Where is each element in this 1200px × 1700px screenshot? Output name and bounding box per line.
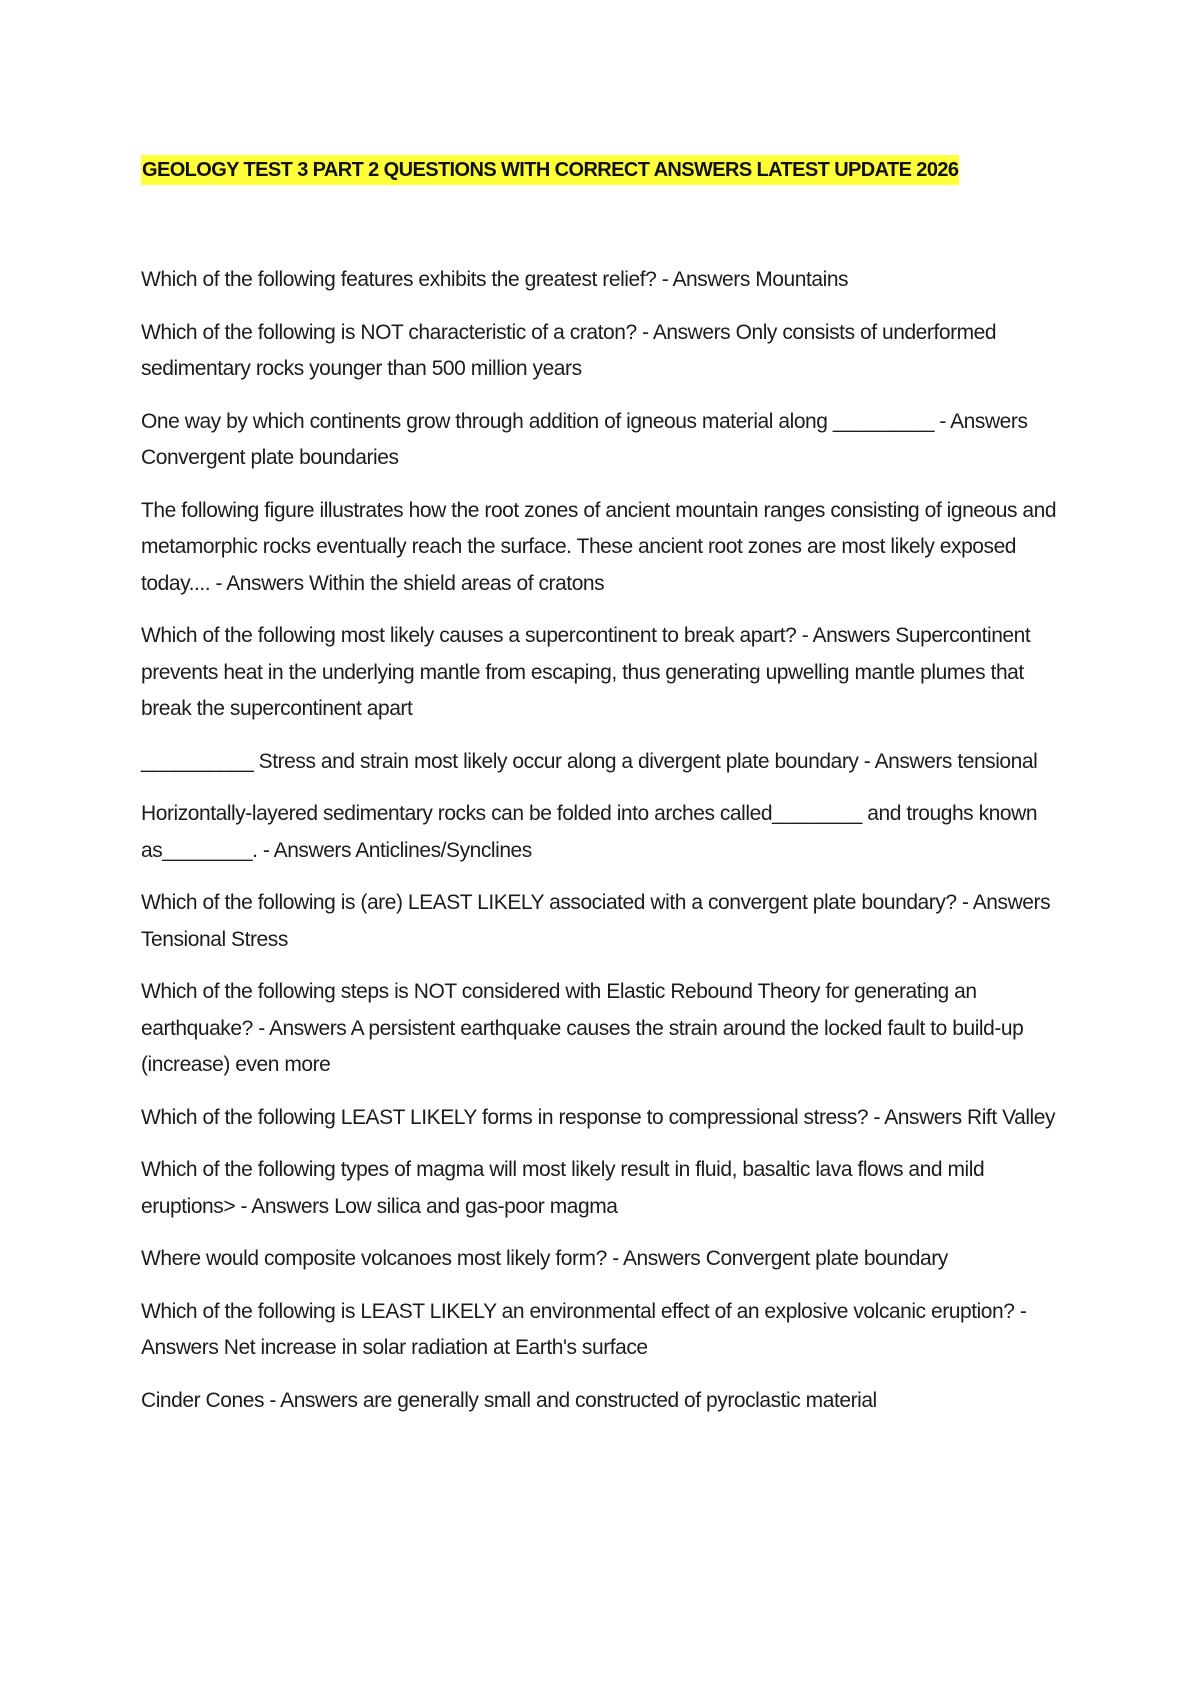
- qa-item: Which of the following is (are) LEAST LIKELY associated with a convergent plate boundary? - Answers Tensional Stress: [141, 891, 1051, 951]
- qa-item: Which of the following is LEAST LIKELY an environmental effect of an explosive volcanic eruption? - Answers Net increase in solar radiation at Earth's surface: [141, 1299, 1027, 1359]
- document-page: [141, 0, 1061, 1700]
- qa-list: [141, 262, 1061, 1435]
- qa-item: Which of the following steps is NOT considered with Elastic Rebound Theory for generating an earthquake? - Answers A persistent earthquake causes the strain around the locked fault to build-up (increase) even more: [141, 980, 1024, 1076]
- document-title: GEOLOGY TEST 3 PART 2 QUESTIONS WITH CORRECT ANSWERS LATEST UPDATE 2026: [141, 155, 959, 185]
- qa-item: __________ Stress and strain most likely occur along a divergent plate boundary - Answers tensional: [141, 749, 1038, 773]
- title-block: [141, 155, 959, 185]
- qa-item: One way by which continents grow through addition of igneous material along _________ - Answers Convergent plate boundaries: [141, 409, 1028, 469]
- qa-item: Which of the following types of magma will most likely result in fluid, basaltic lava flows and mild eruptions> - Answers Low silica and gas-poor magma: [141, 1158, 985, 1218]
- qa-item: Cinder Cones - Answers are generally small and constructed of pyroclastic material: [141, 1388, 877, 1412]
- qa-item: The following figure illustrates how the root zones of ancient mountain ranges consisting of igneous and metamorphic rocks eventually reach the surface. These ancient root zones are most likely exposed today.... - Answers Within the shield areas of cratons: [141, 498, 1057, 595]
- qa-item: Horizontally-layered sedimentary rocks can be folded into arches called________ and troughs known as________. - Answers Anticlines/Synclines: [141, 802, 1038, 862]
- qa-item: Which of the following is NOT characteristic of a craton? - Answers Only consists of underformed sedimentary rocks younger than 500 million years: [141, 320, 997, 380]
- qa-item: Where would composite volcanoes most likely form? - Answers Convergent plate boundary: [141, 1247, 948, 1270]
- qa-item: Which of the following most likely causes a supercontinent to break apart? - Answers Supercontinent prevents heat in the underlying mantle from escaping, thus generating upwelling mantle plumes that break the supercontinent apart: [141, 624, 1031, 720]
- qa-item: Which of the following features exhibits the greatest relief? - Answers Mountains: [141, 268, 849, 291]
- qa-item: Which of the following LEAST LIKELY forms in response to compressional stress? - Answers Rift Valley: [141, 1105, 1056, 1129]
